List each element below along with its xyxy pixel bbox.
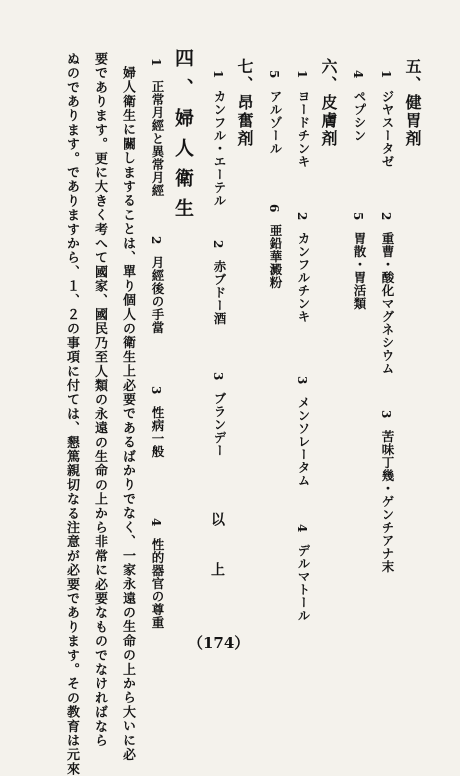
s7-item2-num: 2	[211, 240, 225, 249]
s5-item4-text: ペプシン	[352, 90, 367, 142]
s4-topic1-num: 1	[149, 58, 163, 67]
section5-heading: 五、健胃剤	[403, 58, 422, 148]
s4-topic4-text: 性的器官の尊重	[150, 538, 165, 629]
s6-item2-num: 2	[295, 212, 309, 221]
s7-item3-text: ブランデー	[212, 392, 227, 457]
s5-item3-text: 苦味丁幾・ゲンチアナ末	[380, 430, 395, 573]
s7-item2-text: 赤ブドー酒	[212, 260, 227, 325]
s4-topic2-text: 月經後の手當	[150, 256, 165, 334]
s7-item1-text: カンフル・エーテル	[212, 90, 227, 207]
s6-item6-num: 6	[267, 204, 281, 213]
s5-item1-text: ジヤスータゼ	[380, 90, 395, 168]
page-number: （174）	[188, 634, 250, 652]
s6-item3-text: メンソレータム	[296, 396, 311, 487]
section6-heading: 六、皮膚剤	[319, 58, 338, 148]
s6-item4-text: デルマトール	[296, 544, 311, 622]
s6-item4-num: 4	[295, 524, 309, 533]
s4-topic2-num: 2	[149, 236, 163, 245]
closing-mark: 以上	[209, 512, 225, 612]
s6-item5-text: アルゾール	[268, 90, 283, 155]
s6-item5-num: 5	[267, 70, 281, 79]
section7-heading: 七、昂奮剤	[235, 58, 254, 148]
s5-item2-text: 重曹・酸化マグネシウム	[380, 232, 395, 375]
s5-item5-text: 胃散・胃活類	[352, 232, 367, 310]
s5-item1-num: 1	[379, 70, 393, 79]
s4-paragraph-line2: 要であります。更に大きく考へて國家、國民乃至人類の永遠の生命の上から非常に必要なものでなければなら	[92, 52, 107, 748]
s4-topic4-num: 4	[149, 518, 163, 527]
s5-item5-num: 5	[351, 212, 365, 221]
s4-topic3-num: 3	[149, 386, 163, 395]
s6-item3-num: 3	[295, 376, 309, 385]
s4-paragraph-line1: 婦人衛生に關しますることは、單り個人の衛生上必要であるばかりでなく、一家永遠の生命の上から大いに必	[120, 66, 135, 762]
s5-item4-num: 4	[351, 70, 365, 79]
s4-topic3-text: 性病一般	[150, 406, 165, 458]
s5-item2-num: 2	[379, 212, 393, 221]
section4-heading: 四、婦人衛生	[172, 48, 194, 228]
s6-item1-num: 1	[295, 70, 309, 79]
s7-item1-num: 1	[211, 70, 225, 79]
s7-item3-num: 3	[211, 372, 225, 381]
s4-paragraph-line3: ぬのであります。でありますから、１、２の事項に付ては、懇篤親切なる注意が必要であります。その教育は元來	[64, 52, 79, 776]
s5-item3-num: 3	[379, 410, 393, 419]
s6-item1-text: ヨードチンキ	[296, 90, 311, 168]
s6-item2-text: カンフルチンキ	[296, 232, 311, 323]
s4-topic1-text: 正常月經と異常月經	[150, 80, 165, 197]
s6-item6-text: 亜鉛華澱粉	[268, 224, 283, 289]
